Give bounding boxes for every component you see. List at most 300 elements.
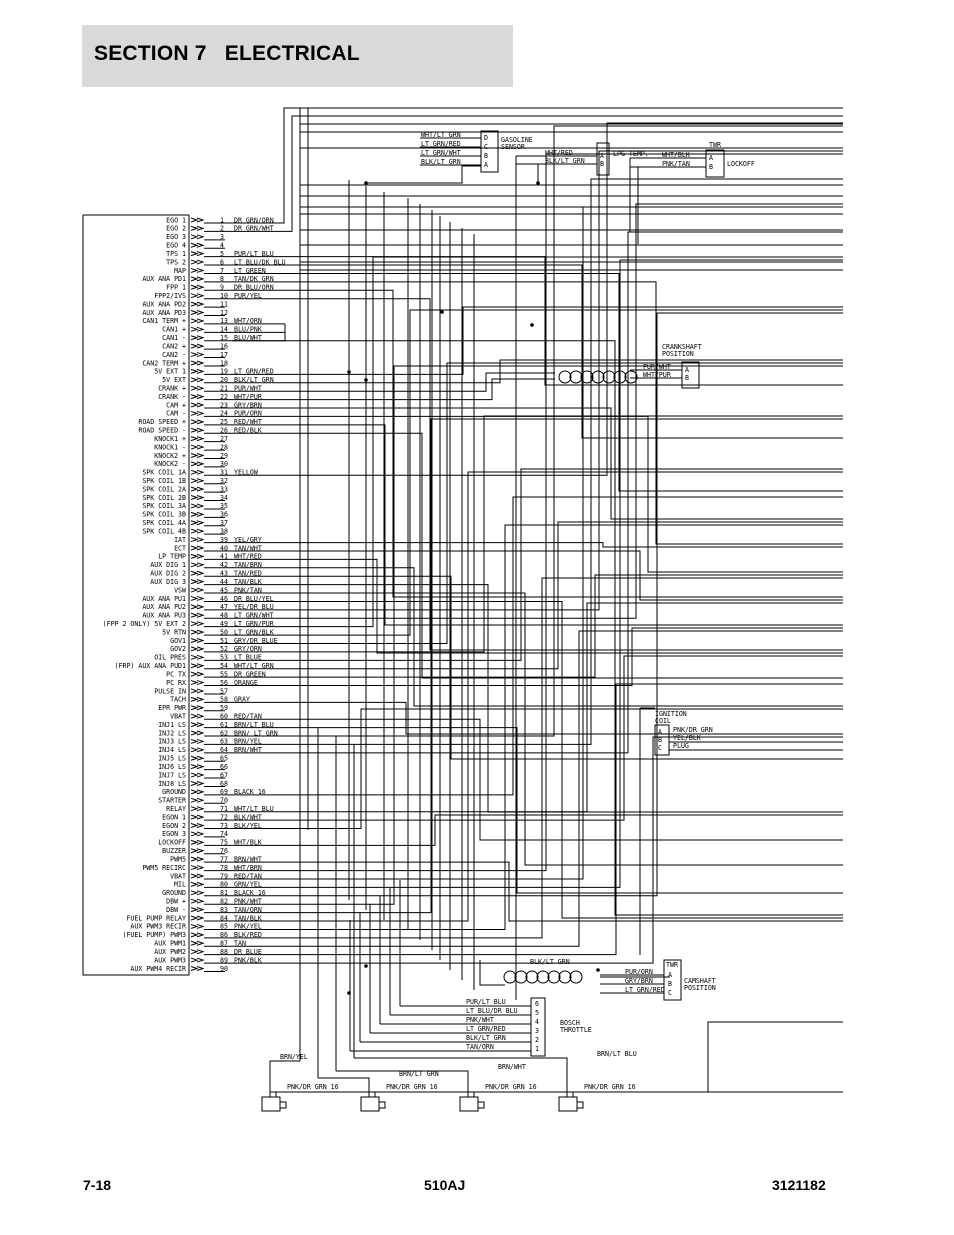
ecm-wire-label: TAN/BLK xyxy=(234,914,262,923)
ecm-wire-label: YEL/DR BLU xyxy=(234,603,274,612)
bosch-throttle-pin-label: 2 xyxy=(535,1036,539,1044)
ecm-pin-signal-label: AUX PWM4 RECIR xyxy=(130,964,186,973)
ecm-pin-signal-label: PC RX xyxy=(166,678,186,687)
ecm-wire-label: TAN/ORN xyxy=(234,905,262,914)
ecm-pin-number: 31 xyxy=(220,468,228,477)
ecm-wire-label: BRN/ LT GRN xyxy=(234,729,278,738)
crankshaft-title: CRANKSHAFT xyxy=(662,343,702,351)
ecm-pin-signal-label: VBAT xyxy=(170,872,186,881)
ecm-wire-label: BRN/LT BLU xyxy=(234,720,274,729)
ecm-pin-signal-label: EGO 2 xyxy=(166,224,186,233)
twisted-pair-loop xyxy=(504,971,516,983)
connector-chevron xyxy=(191,891,203,895)
ecm-pin-number: 81 xyxy=(220,889,228,898)
ecm-pin-signal-label: CAN2 TERM + xyxy=(142,359,186,368)
ecm-pin-signal-label: CRANK + xyxy=(158,384,186,393)
lockoff-title: LOCKOFF xyxy=(727,160,755,168)
connector-chevron xyxy=(191,563,203,567)
ecm-pin-number: 26 xyxy=(220,426,228,435)
connector-chevron xyxy=(191,798,203,802)
connector-chevron xyxy=(191,773,203,777)
wire-run xyxy=(232,469,843,660)
ecm-pin-signal-label: INJ8 LS xyxy=(158,779,186,788)
ecm-pin-number: 54 xyxy=(220,662,228,671)
lpg-temp-wire-label: WHT/RED xyxy=(545,149,573,157)
ecm-pin-number: 73 xyxy=(220,821,228,830)
connector-chevron xyxy=(191,857,203,861)
connector-chevron xyxy=(191,849,203,853)
ecm-wire-label: PUR/LT BLU xyxy=(234,249,274,258)
ecm-pin-signal-label: INJ6 LS xyxy=(158,762,186,771)
ecm-pin-number: 69 xyxy=(220,788,228,797)
gasoline-sensor-pin-label: D xyxy=(484,134,488,142)
connector-chevron xyxy=(191,386,203,390)
wire-run xyxy=(232,653,843,820)
connector-chevron xyxy=(191,445,203,449)
connector-chevron xyxy=(191,950,203,954)
ecm-pin-signal-label: (FRP) AUX ANA PUD1 xyxy=(114,662,186,671)
ecm-pin-number: 45 xyxy=(220,586,228,595)
ecm-wire-label: DR BLUE xyxy=(234,947,262,956)
ecm-pin-number: 48 xyxy=(220,611,228,620)
gasoline-sensor-pin-label: C xyxy=(484,143,488,151)
doc-number: 3121182 xyxy=(772,1177,826,1193)
ecm-pin-number: 16 xyxy=(220,342,228,351)
splice-dot xyxy=(364,964,368,968)
wire-run xyxy=(232,578,843,938)
ecm-pin-number: 15 xyxy=(220,334,228,343)
ecm-wire-label: LT GREEN xyxy=(234,266,266,275)
connector-chevron xyxy=(191,832,203,836)
bosch-throttle-pin-label: 5 xyxy=(535,1009,539,1017)
connector-chevron xyxy=(191,605,203,609)
twisted-pair-loop xyxy=(559,371,571,383)
ecm-pin-signal-label: 5V EXT xyxy=(162,376,186,385)
connector-chevron xyxy=(191,571,203,575)
connector-chevron xyxy=(191,311,203,315)
ecm-pin-number: 75 xyxy=(220,838,228,847)
connector-chevron xyxy=(191,218,203,222)
ecm-pin-signal-label: MIL xyxy=(174,880,186,889)
ecm-pin-signal-label: LP TEMP xyxy=(158,552,186,561)
ecm-pin-signal-label: AUX DIG 1 xyxy=(150,561,186,570)
ecm-pin-signal-label: CAN2 + xyxy=(162,342,186,351)
wire-run xyxy=(232,709,843,829)
connector-chevron xyxy=(191,226,203,230)
ecm-pin-signal-label: LOCKOFF xyxy=(158,838,186,847)
ecm-pin-number: 22 xyxy=(220,392,228,401)
gasoline-sensor-pin-label: B xyxy=(484,152,488,160)
connector-chevron xyxy=(191,639,203,643)
ecm-pin-signal-label: INJ1 LS xyxy=(158,720,186,729)
connector-chevron xyxy=(191,243,203,247)
connector-chevron xyxy=(191,941,203,945)
injector-tab xyxy=(577,1102,583,1108)
connector-chevron xyxy=(191,697,203,701)
ecm-pin-signal-label: (FUEL PUMP) PWM3 xyxy=(122,931,186,940)
ecm-pin-signal-label: AUX PWM1 xyxy=(154,939,186,948)
gasoline-sensor-wire-label: BLK/LT GRN xyxy=(421,158,461,166)
connector-chevron xyxy=(191,596,203,600)
ecm-pin-signal-label: EGON 3 xyxy=(162,830,186,839)
connector-chevron xyxy=(191,479,203,483)
ecm-pin-signal-label: AUX ANA PD2 xyxy=(142,300,186,309)
crankshaft-wire-label: WHT/PUR xyxy=(643,371,671,379)
ecm-pin-signal-label: DBW - xyxy=(166,905,186,914)
ecm-wire-label: LT BLU/DK BLU xyxy=(234,258,286,267)
ecm-pin-signal-label: EPR PWR xyxy=(158,704,186,713)
twisted-pair-loop xyxy=(559,971,571,983)
connector-chevron xyxy=(191,933,203,937)
ecm-pin-number: 67 xyxy=(220,771,228,780)
ecm-pin-signal-label: GOV1 xyxy=(170,636,186,645)
ecm-pin-number: 50 xyxy=(220,628,228,637)
ecm-pin-number: 86 xyxy=(220,931,228,940)
camshaft-wire-label: LT GRN/RED xyxy=(625,986,665,994)
ecm-wire-label: GRY/DR BLUE xyxy=(234,636,278,645)
ecm-pin-signal-label: (FPP 2 ONLY) 5V EXT 2 xyxy=(102,619,186,628)
ecm-pin-signal-label: CAM - xyxy=(166,409,186,418)
ecm-wire-label: DR BLU/YEL xyxy=(234,594,274,603)
bosch-throttle-wire-label: PNK/WHT xyxy=(466,1016,494,1024)
ecm-wire-label: GRAY xyxy=(234,695,250,704)
wire-run xyxy=(232,575,843,677)
crankshaft-pin-label: B xyxy=(685,374,689,382)
ecm-pin-number: 71 xyxy=(220,805,228,813)
connector-chevron xyxy=(191,285,203,289)
splice-dot xyxy=(364,378,368,382)
connector-chevron xyxy=(191,319,203,323)
ecm-pin-number: 32 xyxy=(220,477,228,486)
ecm-pin-number: 35 xyxy=(220,502,228,511)
splice-dot xyxy=(347,370,351,374)
ecm-wire-label: BRN/WHT xyxy=(234,855,262,864)
ecm-pin-signal-label: AUX DIG 2 xyxy=(150,569,186,578)
bosch-throttle-title: THROTTLE xyxy=(560,1026,592,1034)
ecm-wire-label: WHT/RED xyxy=(234,552,262,561)
ecm-wire-label: BLU/WHT xyxy=(234,334,262,343)
ecm-pin-number: 46 xyxy=(220,594,228,603)
lockoff-pin-label: A xyxy=(709,154,713,162)
ecm-pin-signal-label: SPK COIL 3B xyxy=(142,510,186,519)
ecm-pin-signal-label: GROUND xyxy=(162,788,186,797)
ignition-coil-pin-label: C xyxy=(658,744,662,752)
injector-feed-label: BRN/LT BLU xyxy=(597,1050,637,1058)
ecm-pin-number: 28 xyxy=(220,443,228,452)
ecm-pin-number: 20 xyxy=(220,376,228,385)
bosch-throttle-pin-label: 3 xyxy=(535,1027,539,1035)
ecm-wire-label: WHT/BLK xyxy=(234,838,262,847)
lpg-temp-pin-label: B xyxy=(600,160,604,168)
ecm-pin-number: 36 xyxy=(220,510,228,519)
ecm-pin-number: 18 xyxy=(220,359,228,368)
ecm-pin-number: 52 xyxy=(220,645,228,654)
connector-chevron xyxy=(191,840,203,844)
ecm-wire-label: BRN/YEL xyxy=(234,737,262,746)
ecm-pin-signal-label: KNOCK1 + xyxy=(154,434,186,443)
ecm-wire-label: TAN/BLK xyxy=(234,577,262,586)
wire-run xyxy=(232,265,843,438)
injector-feed-label: BRN/WHT xyxy=(498,1063,526,1071)
connector-chevron xyxy=(191,268,203,272)
camshaft-wire-label: GRY/BRN xyxy=(625,977,653,985)
wire-run xyxy=(708,1022,843,1092)
camshaft-wire-label: PUR/ORN xyxy=(625,968,653,976)
gasoline-sensor-wire-label: LT GRN/WHT xyxy=(421,149,461,157)
ecm-pin-number: 11 xyxy=(220,300,228,309)
twisted-pair-loop xyxy=(625,371,637,383)
ecm-pin-signal-label: TACH xyxy=(170,695,186,704)
ecm-pin-signal-label: FPP 1 xyxy=(166,283,186,292)
ecm-wire-label: TAN/BRN xyxy=(234,561,262,570)
ecm-wire-label: LT GRN/PUR xyxy=(234,619,274,628)
ecm-pin-number: 3 xyxy=(220,233,224,242)
bosch-throttle-wire-label: BLK/LT GRN xyxy=(466,1034,506,1042)
wire-run xyxy=(232,273,843,491)
ecm-pin-number: 88 xyxy=(220,947,228,956)
connector-chevron xyxy=(191,470,203,474)
ecm-pin-signal-label: SPK COIL 2A xyxy=(142,485,186,494)
injector-connector xyxy=(361,1097,379,1111)
ecm-pin-number: 64 xyxy=(220,746,228,755)
ecm-pin-signal-label: 5V RTN xyxy=(162,628,186,637)
ecm-pin-signal-label: AUX ANA PU3 xyxy=(142,611,186,620)
ecm-pin-number: 40 xyxy=(220,544,228,553)
camshaft-pin-label: A xyxy=(668,971,672,979)
ecm-pin-number: 76 xyxy=(220,847,228,856)
connector-chevron xyxy=(191,613,203,617)
ecm-pin-signal-label: ROAD SPEED - xyxy=(138,426,186,435)
ecm-pin-number: 33 xyxy=(220,485,228,494)
injector-connector xyxy=(559,1097,577,1111)
wire-run xyxy=(232,684,843,955)
ecm-pin-number: 41 xyxy=(220,552,228,561)
wire-run xyxy=(232,433,843,678)
ecm-wire-label: RED/TAN xyxy=(234,712,262,721)
ecm-pin-signal-label: CAM + xyxy=(166,401,186,410)
injector-tab xyxy=(379,1102,385,1108)
ecm-pin-signal-label: EGO 1 xyxy=(166,216,186,225)
wire-run xyxy=(366,166,481,183)
connector-chevron xyxy=(191,344,203,348)
twisted-pair-loop xyxy=(548,971,560,983)
wire-run xyxy=(232,559,843,653)
ecm-pin-signal-label: PULSE IN xyxy=(154,687,186,696)
ecm-pin-signal-label: SPK COIL 1B xyxy=(142,477,186,486)
ecm-wire-label: DR GREEN xyxy=(234,670,266,679)
ecm-pin-number: 90 xyxy=(220,964,228,973)
ecm-pin-signal-label: INJ5 LS xyxy=(158,754,186,763)
ecm-pin-signal-label: CAN1 + xyxy=(162,325,186,334)
injector-tab xyxy=(478,1102,484,1108)
ecm-pin-number: 38 xyxy=(220,527,228,536)
ecm-wire-label: TAN/DK GRN xyxy=(234,275,274,284)
ecm-pin-signal-label: FUEL PUMP RELAY xyxy=(126,914,186,923)
wire-run xyxy=(232,282,843,544)
ecm-pin-number: 55 xyxy=(220,670,228,679)
ecm-pin-signal-label: INJ2 LS xyxy=(158,729,186,738)
ecm-wire-label: LT GRN/BLK xyxy=(234,628,274,637)
injector-supply-label: PNK/DR GRN 16 xyxy=(584,1083,636,1091)
ecm-wire-label: GRY/BRN xyxy=(234,401,262,410)
ecm-pin-signal-label: TPS 2 xyxy=(166,258,186,267)
ecm-pin-number: 24 xyxy=(220,409,228,418)
splice-dot xyxy=(530,323,534,327)
splice-dot xyxy=(596,968,600,972)
ecm-pin-number: 7 xyxy=(220,266,224,275)
crankshaft-pin-label: A xyxy=(685,366,689,374)
injector-connector xyxy=(460,1097,478,1111)
ecm-pin-signal-label: AUX ANA PD1 xyxy=(142,275,186,284)
ecm-pin-signal-label: PWM5 RECIRC xyxy=(142,863,186,872)
connector-chevron xyxy=(191,395,203,399)
ecm-wire-label: WHT/LT GRN xyxy=(234,662,274,671)
camshaft-twisted-label: BLK/LT GRN xyxy=(530,958,570,966)
wire-run xyxy=(232,154,843,871)
injector-feed-label: BRN/YEL xyxy=(280,1053,308,1061)
ecm-pin-signal-label: KNOCK1 - xyxy=(154,443,186,452)
connector-chevron xyxy=(191,765,203,769)
ecm-wire-label: PNK/WHT xyxy=(234,897,262,906)
bosch-throttle-wire-label: TAN/ORN xyxy=(466,1043,494,1051)
ecm-wire-label: PUR/ORN xyxy=(234,409,262,418)
ecm-wire-label: BLK/RED xyxy=(234,931,262,940)
ecm-pin-signal-label: AUX ANA PU1 xyxy=(142,594,186,603)
ecm-wire-label: TAN xyxy=(234,939,246,948)
ignition-coil-wire-label: PLUG xyxy=(673,742,689,750)
twisted-pair-loop xyxy=(603,371,615,383)
connector-chevron xyxy=(191,916,203,920)
connector-chevron xyxy=(191,899,203,903)
ecm-pin-number: 77 xyxy=(220,855,228,864)
ecm-pin-number: 25 xyxy=(220,418,228,427)
wire-run xyxy=(232,702,843,734)
connector-chevron xyxy=(191,462,203,466)
injector-tab xyxy=(280,1102,286,1108)
ecm-pin-number: 65 xyxy=(220,754,228,763)
ecm-wire-label: YELLOW xyxy=(234,468,258,477)
ecm-wire-label: BRN/WHT xyxy=(234,746,262,755)
connector-chevron xyxy=(191,496,203,500)
section-title: SECTION 7 ELECTRICAL xyxy=(94,42,360,65)
ecm-pin-signal-label: KNOCK2 + xyxy=(154,451,186,460)
ecm-pin-number: 62 xyxy=(220,729,228,738)
ecm-wire-label: YEL/GRY xyxy=(234,535,262,544)
connector-chevron xyxy=(191,748,203,752)
wire-run xyxy=(232,260,843,887)
ignition-coil-wire-label: YEL/BLK xyxy=(673,734,701,742)
ecm-pin-number: 84 xyxy=(220,914,228,923)
ecm-wire-label: LT GRN/RED xyxy=(234,367,274,376)
ecm-pin-number: 19 xyxy=(220,367,228,376)
connector-chevron xyxy=(191,655,203,659)
connector-chevron xyxy=(191,647,203,651)
ecm-pin-number: 80 xyxy=(220,880,228,889)
ecm-pin-signal-label: INJ3 LS xyxy=(158,737,186,746)
lockoff-wire-label: WHT/BLK xyxy=(662,151,690,159)
ecm-wire-label: BLACK 16 xyxy=(234,889,266,898)
ecm-pin-number: 4 xyxy=(220,241,224,250)
camshaft-tag: TWR xyxy=(666,961,678,969)
connector-chevron xyxy=(191,924,203,928)
bosch-throttle-wire-label: LT BLU/DR BLU xyxy=(466,1007,518,1015)
ecm-pin-number: 61 xyxy=(220,720,228,729)
connector-chevron xyxy=(191,554,203,558)
connector-chevron xyxy=(191,252,203,256)
connector-chevron xyxy=(191,908,203,912)
ecm-pin-number: 13 xyxy=(220,317,228,326)
ecm-pin-number: 17 xyxy=(220,350,228,359)
connector-chevron xyxy=(191,958,203,962)
ecm-wire-label: PNK/TAN xyxy=(234,586,262,595)
ecm-pin-signal-label: VSW xyxy=(174,586,186,595)
ecm-pin-signal-label: AUX PWM3 RECIR xyxy=(130,922,186,931)
connector-chevron xyxy=(191,437,203,441)
ecm-pin-signal-label: DBW + xyxy=(166,897,186,906)
ecm-pin-signal-label: ROAD SPEED + xyxy=(138,418,186,427)
ecm-pin-number: 63 xyxy=(220,737,228,746)
connector-chevron xyxy=(191,706,203,710)
wire-run xyxy=(232,543,843,547)
ecm-wire-label: PNK/BLK xyxy=(234,956,262,965)
wire-run xyxy=(232,310,843,635)
connector-chevron xyxy=(191,731,203,735)
connector-chevron xyxy=(191,529,203,533)
twisted-pair-loop xyxy=(537,971,549,983)
ecm-wire-label: PUR/YEL xyxy=(234,291,262,300)
ignition-coil-pin-label: A xyxy=(658,728,662,736)
ecm-pin-number: 43 xyxy=(220,569,228,578)
ecm-pin-signal-label: GROUND xyxy=(162,889,186,898)
gasoline-sensor-wire-label: WHT/LT GRN xyxy=(421,131,461,139)
connector-chevron xyxy=(191,302,203,306)
lpg-temp-pin-label: A xyxy=(600,152,604,160)
connector-chevron xyxy=(191,294,203,298)
camshaft-pin-label: C xyxy=(668,989,672,997)
ecm-pin-number: 44 xyxy=(220,577,228,586)
ecm-pin-signal-label: SPK COIL 1A xyxy=(142,468,186,477)
lpg-temp-wire-label: BLK/LT GRN xyxy=(545,157,585,165)
ecm-wire-label: RED/TAN xyxy=(234,872,262,881)
twisted-pair-loop xyxy=(526,971,538,983)
connector-chevron xyxy=(191,622,203,626)
connector-chevron xyxy=(191,428,203,432)
ecm-pin-signal-label: KNOCK2 - xyxy=(154,460,186,469)
ecm-wire-label: WHT/LT BLU xyxy=(234,805,274,813)
connector-chevron xyxy=(191,588,203,592)
ecm-pin-number: 39 xyxy=(220,535,228,544)
ecm-pin-signal-label: EGO 4 xyxy=(166,241,186,250)
connector-chevron xyxy=(191,714,203,718)
connector-chevron xyxy=(191,327,203,331)
ecm-wire-label: TAN/WHT xyxy=(234,544,262,553)
ecm-pin-number: 10 xyxy=(220,291,228,300)
lockoff-pin-label: B xyxy=(709,163,713,171)
injector-supply-label: PNK/DR GRN 16 xyxy=(386,1083,438,1091)
ignition-coil-title: COIL xyxy=(655,717,671,725)
connector-chevron xyxy=(191,487,203,491)
ecm-pin-number: 74 xyxy=(220,830,228,839)
ecm-pin-signal-label: CAN1 TERM + xyxy=(142,317,186,326)
ecm-pin-signal-label: EGON 1 xyxy=(162,813,186,822)
camshaft-title: CAMSHAFT xyxy=(684,977,716,985)
ecm-wire-label: BLK/YEL xyxy=(234,821,262,830)
ecm-pin-signal-label: SPK COIL 4A xyxy=(142,519,186,528)
ecm-pin-number: 5 xyxy=(220,249,224,258)
wire-run xyxy=(232,603,843,812)
ecm-pin-signal-label: ECT xyxy=(174,544,186,553)
connector-chevron xyxy=(191,403,203,407)
